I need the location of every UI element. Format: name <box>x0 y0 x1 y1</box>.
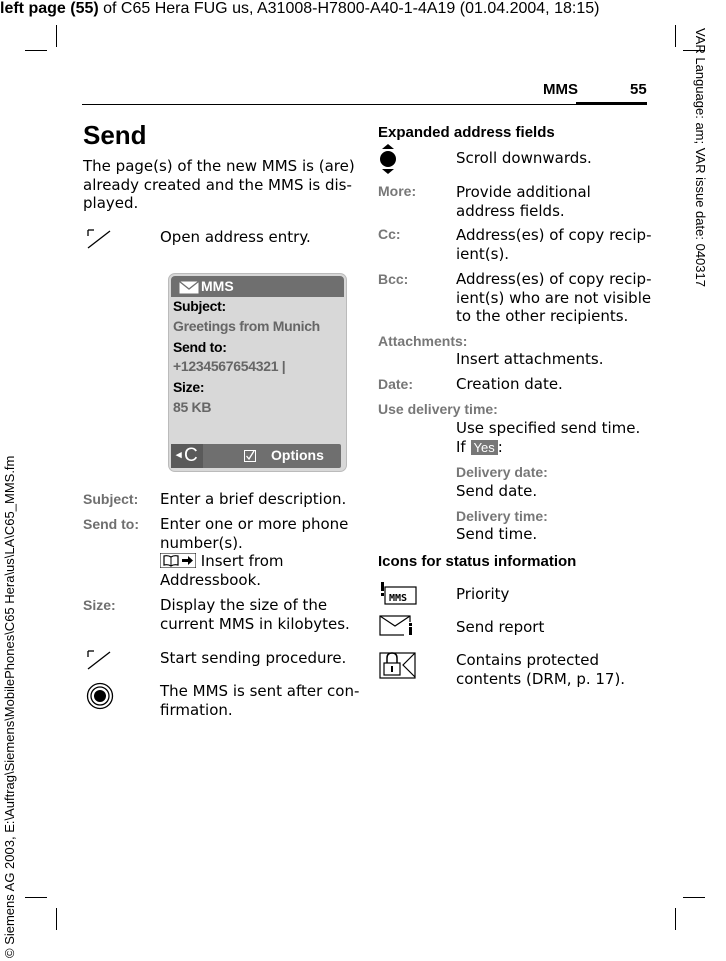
delivery-date-label: Delivery date: <box>456 464 548 480</box>
sent-after-confirmation-text <box>160 682 359 719</box>
center-key-icon <box>86 682 114 710</box>
crop-mark <box>56 25 57 47</box>
more-line: Provide additional <box>456 183 591 201</box>
crop-mark <box>56 908 57 930</box>
crop-mark <box>675 25 676 47</box>
intro-text <box>83 157 355 213</box>
drm-line: Contains protected <box>456 651 600 669</box>
protected-content-icon <box>379 649 417 679</box>
bcc-label: Bcc: <box>378 271 409 287</box>
options-softkey[interactable]: Options <box>271 447 324 463</box>
phone-subject-label: Subject: <box>173 298 226 314</box>
addressbook-text-2: Addressbook. <box>160 570 262 589</box>
phone-sendto-label: Send to: <box>173 339 227 355</box>
phone-title-bar <box>171 276 344 297</box>
priority-text: Priority <box>456 585 510 603</box>
intro-line: The page(s) of the new MMS is (are) <box>83 157 355 175</box>
bcc-text <box>456 270 651 326</box>
crop-mark <box>683 897 705 898</box>
more-line: address fields. <box>456 201 565 220</box>
backspace-arrow-icon: ◂ <box>176 449 182 461</box>
page-number: 55 <box>630 81 647 98</box>
subject-description: Enter a brief description. <box>160 490 347 508</box>
intro-line: played. <box>83 194 139 212</box>
use-delivery-time-if <box>456 438 503 458</box>
drm-text <box>456 651 625 688</box>
phone-size-label: Size: <box>173 379 205 395</box>
sent-after-line: firmation. <box>160 700 233 719</box>
cc-text <box>456 226 651 263</box>
drm-line: contents (DRM, p. 17). <box>456 669 626 688</box>
side-text-file-path: © Siemens AG 2003, E:\Auftrag\Siemens\MobilePhones\C65 Hera\us\LA\C65_MMS.fm <box>2 455 17 958</box>
send-report-text: Send report <box>456 618 545 636</box>
left-softkey-icon <box>85 649 113 671</box>
clear-softkey-label: C <box>184 445 198 466</box>
crop-mark <box>675 908 676 930</box>
more-label: More: <box>378 183 417 199</box>
section-title: MMS <box>543 81 578 98</box>
more-text <box>456 183 591 220</box>
sent-after-line: The MMS is sent after con- <box>160 682 360 700</box>
phone-subject-value[interactable]: Greetings from Munich <box>173 318 320 334</box>
intro-line: already created and the MMS is dis- <box>83 175 352 194</box>
addressbook-line <box>160 552 348 571</box>
date-text: Creation date. <box>456 375 563 393</box>
if-text: If <box>456 438 466 456</box>
phone-screen <box>168 273 347 472</box>
checkbox-icon <box>244 450 256 462</box>
sendto-line: Enter one or more phone <box>160 515 349 533</box>
header-rule <box>82 104 647 105</box>
sendto-description <box>160 515 348 589</box>
phone-softkey-bar <box>171 444 341 468</box>
attachments-text: Insert attachments. <box>456 350 604 368</box>
send-report-icon <box>379 614 417 638</box>
delivery-time-text: Send time. <box>456 525 538 543</box>
size-line: Display the size of the <box>160 596 328 614</box>
expanded-address-title: Expanded address fields <box>378 124 555 141</box>
yes-softkey-badge: Yes <box>471 440 498 455</box>
header-rule-accent <box>576 102 647 104</box>
size-label: Size: <box>83 597 116 613</box>
priority-icon <box>379 581 417 605</box>
print-header-page: left page (55) <box>0 0 99 17</box>
envelope-icon <box>179 281 199 294</box>
size-description <box>160 596 350 633</box>
use-delivery-time-label: Use delivery time: <box>378 401 498 417</box>
left-softkey-icon <box>85 228 113 250</box>
phone-title: MMS <box>201 278 234 294</box>
print-header <box>0 0 599 18</box>
crop-mark <box>25 50 47 51</box>
navigation-key-icon <box>379 143 397 175</box>
sendto-line: number(s). <box>160 533 243 552</box>
open-address-entry-text: Open address entry. <box>160 228 311 246</box>
start-sending-text: Start sending procedure. <box>160 649 347 667</box>
colon-text: : <box>497 438 503 456</box>
sendto-label: Send to: <box>83 516 139 532</box>
date-label: Date: <box>378 376 414 392</box>
size-line: current MMS in kilobytes. <box>160 614 350 633</box>
side-text-language: VAR Language: am; VAR issue date: 040317 <box>693 28 708 287</box>
cc-line: ient(s). <box>456 244 510 263</box>
page-title: Send <box>83 120 147 150</box>
svg-text:MMS: MMS <box>389 593 408 604</box>
bcc-line: ient(s) who are not visible <box>456 288 652 307</box>
scroll-text: Scroll downwards. <box>456 149 592 167</box>
status-icons-title: Icons for status information <box>378 553 577 570</box>
print-header-info: of C65 Hera FUG us, A31008-H7800-A40-1-4A19 (01.04.2004, 18:15) <box>98 0 600 17</box>
crop-mark <box>25 897 47 898</box>
clear-softkey[interactable] <box>171 444 203 468</box>
use-delivery-time-text: Use specified send time. <box>456 419 641 437</box>
cc-label: Cc: <box>378 226 401 242</box>
phone-size-value: 85 KB <box>173 399 212 415</box>
delivery-time-label: Delivery time: <box>456 508 548 524</box>
bcc-line: Address(es) of copy recip- <box>456 270 652 288</box>
bcc-line: to the other recipients. <box>456 307 629 325</box>
delivery-date-text: Send date. <box>456 482 538 500</box>
cc-line: Address(es) of copy recip- <box>456 226 652 244</box>
phone-sendto-value[interactable]: +1234567654321 | <box>173 358 286 374</box>
subject-label: Subject: <box>83 491 139 507</box>
addressbook-icon <box>160 553 196 568</box>
addressbook-text: Insert from <box>200 552 284 570</box>
attachments-label: Attachments: <box>378 333 468 349</box>
